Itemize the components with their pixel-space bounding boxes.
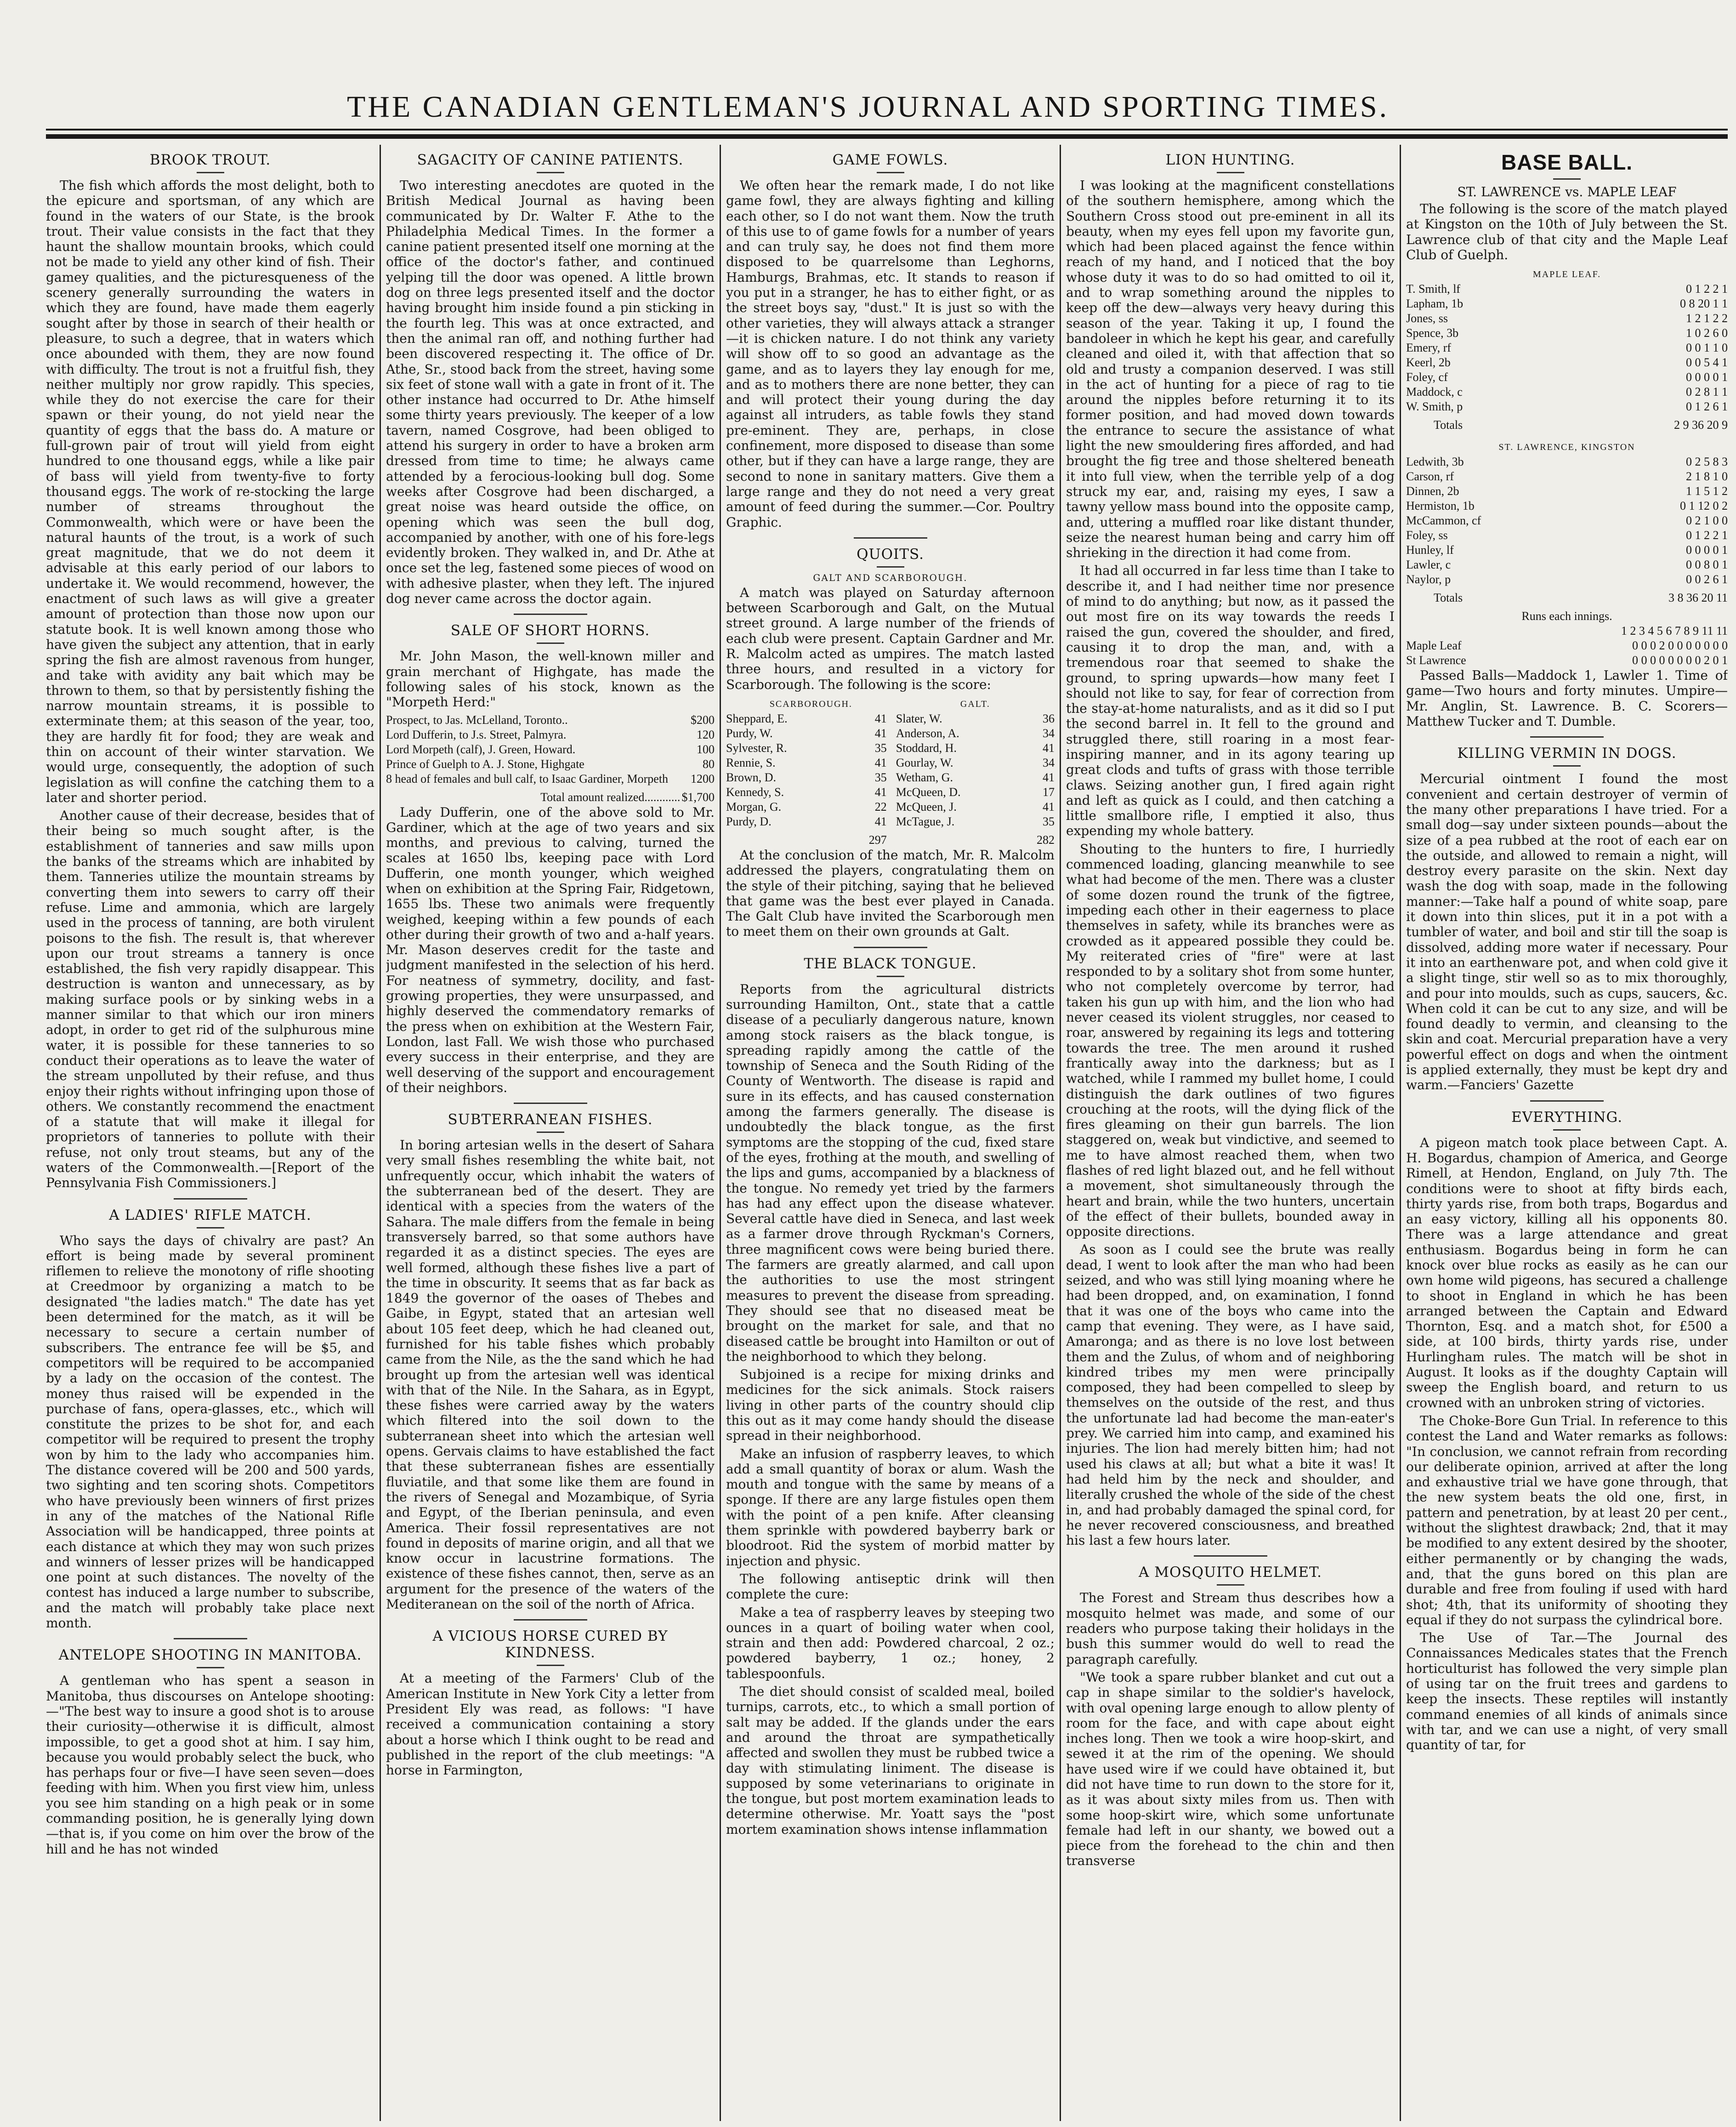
table-header: 1 2 3 4 5 6 7 8 9 11 11 — [1621, 624, 1728, 638]
article-divider — [1194, 1555, 1267, 1557]
total-row: Totals 2 9 36 20 9 — [1434, 418, 1728, 432]
article-title: BASE BALL. — [1501, 150, 1633, 174]
article-divider — [174, 1638, 247, 1639]
table-row: Emery, rf 0 0 1 1 0 — [1406, 341, 1728, 355]
article-paragraph: Subjoined is a recipe for mixing drinks and medicines for the sick animals. Stock raisers living in other parts of the country should clip this out as it may come handy should the disease spread in their neighborhood. — [726, 1367, 1055, 1444]
article-paragraph: It had all occurred in far less time than I take to describe it, and I had neither time nor presence of mind to do anything; but now, as it passed the out most fire on its way towards the reeds I raised the gun, covered the shoulder, and fired, causing it to drop the man, and, with a tremendous roar that seemed to shake the ground, to spring upwards—how many feet I should not like to say, for fear of correction from the stay-at-home naturalists, and as it did so I put the second barrel in. It fell to the ground and struggled there, still roaring in a most fear-inspiring manner, and in its agony tearing up great clods and tufts of grass with those terrible claws. Seizing another gun, I fired again right and left as quick as I could, and then catching a little smallbore rifle, I emptied it also, thus expending my whole battery. — [1066, 563, 1395, 839]
column-3 — [726, 147, 1055, 2123]
table-row: Spence, 3b 1 0 2 6 0 — [1406, 326, 1728, 340]
title-rule — [1553, 765, 1581, 767]
table-row: Brown, D. 35 Wetham, G. 41 — [726, 770, 1055, 784]
article-paragraph: Passed Balls—Maddock 1, Lawler 1. Time of game—Two hours and forty minutes. Umpire—Mr. Anglin, St. Lawrence. B. C. Scorers—Matthew Tucker and T. Dumble. — [1406, 668, 1728, 729]
title-rule — [197, 1227, 224, 1228]
article-subtitle: ST. LAWRENCE vs. MAPLE LEAF — [1457, 184, 1677, 199]
sales-table — [386, 713, 715, 805]
column-divider — [1400, 145, 1401, 2121]
article-divider — [1530, 1100, 1604, 1102]
table-row: W. Smith, p 0 1 2 6 1 — [1406, 400, 1728, 414]
title-rule — [1553, 178, 1581, 180]
article-title: A MOSQUITO HELMET. — [1139, 1564, 1322, 1581]
article-paragraph: The Forest and Stream thus describes how a mosquito helmet was made, and some of our readers who purpose taking their holidays in the bush this summer would do well to read the paragraph carefully. — [1066, 1590, 1395, 1667]
table-row: Dinnen, 2b 1 1 5 1 2 — [1406, 484, 1728, 498]
article-paragraph: Who says the days of chivalry are past? An effort is being made by several prominent riflemen to relieve the monotony of rifle shooting at Creedmoor by organizing a match to be designated "the ladies match." The date has yet been determined for the match, as it will be necessary to secure a certain number of subscribers. The entrance fee will be $5, and competitors will be required to be accompanied by a lady on the occasion of the contest. The money thus raised will be expended in the purchase of fans, opera-glasses, etc., which will constitute the prizes to be shot for, and each competitor will be required to present the trophy won by him to the lady who accompanies him. The distance covered will be 200 and 500 yards, two sighting and ten scoring shots. Competitors who have previously been winners of first prizes in any of the matches of the National Rifle Association will be handicapped, three points at each distance at which they may won such prizes and winners of lesser prizes will be handicapped one point at such distances. The novelty of the contest has induced a large number to subscribe, and the match will probably take place next month. — [46, 1233, 374, 1631]
article-divider — [854, 947, 927, 948]
column-2 — [386, 147, 715, 2123]
table-row: Hermiston, 1b 0 1 12 0 2 — [1406, 499, 1728, 513]
article-title: A VICIOUS HORSE CURED BY KINDNESS. — [432, 1628, 668, 1661]
table-row: Carson, rf 2 1 8 1 0 — [1406, 470, 1728, 483]
article-title: ANTELOPE SHOOTING IN MANITOBA. — [58, 1647, 362, 1664]
article-title: LION HUNTING. — [1165, 152, 1295, 168]
article-divider — [514, 1103, 587, 1104]
article-title: EVERYTHING. — [1511, 1109, 1623, 1126]
table-row: Naylor, p 0 0 2 6 1 — [1406, 573, 1728, 586]
masthead: THE CANADIAN GENTLEMAN'S JOURNAL AND SPORTING TIMES. — [346, 90, 1390, 124]
article-paragraph: We often hear the remark made, I do not like game fowl, they are always fighting and killing each other, so I do not want them. Now the truth of this use to of game fowls for a number of years and can truly say, he does not find them more disposed to be quarrelsome than Leghorns, Hamburgs, Brahmas, etc. It stands to reason if you put in a stranger, he has to either fight, or as the street boys say, "dust." It is just so with the other varieties, they will always attack a stranger—it is chicken nature. I do not think any variety will show off to so good an advantage as the game, and as to layers they lay enough for me, and as to mothers there are none better, they can and will protect their young during the day against all intruders, as table fowls they stand pre-eminent. They are, perhaps, in close confinement, more disposed to disease than some other, but if they can have a large range, they are second to none in sanitary matters. Give them a large range and they do not need a very great amount of feed during the summer.—Cor. Poultry Graphic. — [726, 178, 1055, 530]
article-divider — [854, 537, 927, 539]
title-rule — [877, 172, 904, 173]
title-rule — [1217, 1584, 1244, 1586]
article-paragraph: The diet should consist of scalded meal, boiled turnips, carrots, etc., to which a small portion of salt may be added. If the glands under the ears and around the throat are sympathetically affected and swollen they must be rubbed twice a day with stimulating liniment. The disease is supposed by some veterinarians to originate in the tongue, but post mortem examination leads to determine otherwise. Mr. Yoatt says the "post mortem examination shows intense inflammation — [726, 1684, 1055, 1837]
article-paragraph: Two interesting anecdotes are quoted in the British Medical Journal as having been communicated by Dr. Walter F. Athe to the Philadelphia Medical Times. In the former a canine patient presented itself one morning at the office of the doctor's father, and continued yelping till the door was opened. A little brown dog on three legs presented itself and the doctor having brought him inside found a pin sticking in the fourth leg. This was at once extracted, and then the animal ran off, and nothing further had been discovered respecting it. The office of Dr. Athe, Sr., stood back from the street, having some six feet of stone wall with a gate in front of it. The other instance had occurred to Dr. Athe himself some thirty years previously. The keeper of a low tavern, named Cosgrove, had been obliged to attend his surgery in order to have a broken arm dressed from time to time; he always came attended by a ferocious-looking bull dog. Some weeks after Cosgrove had been discharged, a great noise was heard outside the office, on opening which was seen the bull dog, accompanied by another, with one of his fore-legs evidently broken. They walked in, and Dr. Athe at once set the leg, fastened some pieces of wood on with adhesive plaster, when they left. The injured dog never came across the doctor again. — [386, 178, 715, 607]
column-divider — [720, 145, 721, 2121]
table-row: Jones, ss 1 2 1 2 2 — [1406, 312, 1728, 325]
article-paragraph: The Use of Tar.—The Journal des Connaissances Medicales states that the French horticulturist has followed the very simple plan of using tar on the fruit trees and gardens to keep the insects. These reptiles will instantly command enemies of all kinds of animals since with tar, and we can use a night, of very small quantity of tar, for — [1406, 1630, 1728, 1753]
box-score-maple-leaf — [1406, 265, 1728, 432]
article-paragraph: Mr. John Mason, the well-known miller and grain merchant of Highgate, has made the following sales of his stock, known as the "Morpeth Herd:" — [386, 648, 715, 710]
article-divider — [514, 614, 587, 615]
title-rule — [1553, 1129, 1581, 1131]
table-row: Lawler, c 0 0 8 0 1 — [1406, 558, 1728, 572]
table-row: Lapham, 1b 0 8 20 1 1 — [1406, 297, 1728, 311]
article-title: THE BLACK TONGUE. — [804, 955, 977, 972]
title-rule — [877, 976, 904, 977]
innings-table — [1406, 609, 1728, 668]
table-row: Prince of Guelph to A. J. Stone, Highgate 80 — [386, 757, 715, 771]
article-paragraph: A gentleman who has spent a season in Manitoba, thus discourses on Antelope shooting:—"The best way to insure a good shot is to arouse their curiosity—otherwise it is difficult, almost impossible, to get a good shot at him. I say him, because you would probably select the buck, who has perhaps four or five—I have seen seven—does feeding with him. When you first view him, unless you see him standing on a high peak or in some commanding position, he is generally lying down—that is, if you come on him over the brow of the hill and he has not winded — [46, 1673, 374, 1857]
total-row: 297 282 — [868, 833, 1055, 847]
title-rule — [537, 172, 564, 173]
table-row: Ledwith, 3b 0 2 5 8 3 — [1406, 455, 1728, 469]
article-paragraph: Lady Dufferin, one of the above sold to Mr. Gardiner, which at the age of two years and six months, and previous to calving, turned the scales at 1650 lbs, keeping pace with Lord Dufferin, one month younger, which weighed when on exhibition at the Spring Fair, Ridgetown, 1655 lbs. These two animals were frequently weighed, keeping within a few pounds of each other during their growth of two and a-half years. Mr. Mason deserves credit for the taste and judgment manifested in the selection of his herd. For neatness of symmetry, docility, and fast-growing properties, they were unsurpassed, and highly deserved the commendatory remarks of the press when on exhibition at the Western Fair, London, last Fall. We wish those who purchased every success in their enterprise, and they are well deserving of the support and encouragement of their neighbors. — [386, 804, 715, 1095]
table-row: Lord Dufferin, to J.s. Street, Palmyra. 120 — [386, 728, 715, 741]
article-paragraph: The fish which affords the most delight, both to the epicure and sportsman, of any which are found in the waters of our State, is the brook trout. Their value consists in the fact that they haunt the shallow mountain brooks, which could not be made to yield any other kind of fish. Their gamey qualities, and the picturesqueness of the scenery generally surrounding the waters in which they are found, have made them eagerly sought after by those in search of their health or pleasure, to such a degree, that in waters which once abounded with them, they are now found with difficulty. The trout is not a fruitful fish, they neither multiply nor grow rapidly. This species, while they do not exercise the care for their spawn or their young, do not yield near the quantity of eggs that the bass do. A mature or full-grown pair of trout will yield from eight hundred to one thousand eggs, while a like pair of bass will yield from twenty-five to forty thousand eggs. The work of re-stocking the large number of streams throughout the Commonwealth, which were or have been the natural haunts of the trout, is a work of such great magnitude, that we do not deem it advisable at this early period of our labors to undertake it. We would recommend, however, the enactment of such laws as will give a greater amount of protection than those now upon our statute book. It is well known among those who have given the subject any attention, that in early spring the fish are almost ravenous from hunger, and take with avidity any bait which may be thrown to them, so that by persistently fishing the narrow mountain streams, it is possible to exterminate them; at this season of the year, too, they are hardly fit for food; they are weak and thin on account of their winter starvation. We would urge, consequently, the adoption of such legislation as will confine the catching them to a later and shorter period. — [46, 178, 374, 805]
article-paragraph: Shouting to the hunters to fire, I hurriedly commenced loading, glancing meanwhile to see what had become of the men. There was a cluster of some dozen round the trunk of the figtree, impeding each other in their eagerness to place themselves in safety, while its branches were as crowded as it appeared possible they could be. My reiterated cries of "fire" were at last responded to by a solitary shot from some hunter, who not completely overcome by terror, had taken his gun up with him, and the lion who had never ceased its violent struggles, nor ceased to roar, answered by regaining its legs and tottering towards the tree. The men around it rushed frantically away into the darkness; but as I watched, while I rammed my bullet home, I could distinguish the dark outlines of two figures crouching at the roots, will the dying flick of the fires gleaming on their gun barrels. The lion staggered on, weak but vindictive, and seemed to me to have almost reached them, when two flashes of red light blazed out, and he fell without a movement, shot simultaneously through the heart and brain, while the two hunters, uncertain of the effect of their bullets, bounded away in opposite directions. — [1066, 841, 1395, 1240]
title-rule — [537, 1665, 564, 1666]
article-title: SAGACITY OF CANINE PATIENTS. — [417, 152, 684, 168]
article-paragraph: Mercurial ointment I found the most convenient and certain destroyer of vermin of the many other preparations I have tried. For a small dog—say under sixteen pounds—about the size of a pea rubbed at the root of each ear on the outside, and allowed to remain a night, will destroy every parasite on the skin. Next day wash the dog with soap, made in the following manner:—Take half a pound of white soap, pare it down into thin slices, put it in a pot with a tumbler of water, and boil and stir till the soap is dissolved, adding more water if necessary. Pour it into an earthenware pot, and when cold give it a slight tinge, stir well so as to mix thoroughly, and pour into moulds, such as cups, saucers, &c. When cold it can be cut to any size, and will be found deadly to vermin, and cleansing to the skin and coat. Mercurial preparation have a very powerful effect on dogs and when the ointment is applied externally, they must be kept dry and warm.—Fanciers' Gazette — [1406, 771, 1728, 1093]
table-row: Lord Morpeth (calf), J. Green, Howard. 100 — [386, 742, 715, 756]
table-header: SCARBOROUGH. GALT. — [769, 699, 990, 709]
table-row: Prospect, to Jas. McLelland, Toronto.. $200 — [386, 713, 715, 727]
article-paragraph: At the conclusion of the match, Mr. R. Malcolm addressed the players, congratulating them on the style of their pitching, saying that he believed that game was the best ever played in Canada. The Galt Club have invited the Scarborough men to meet them on their own grounds at Galt. — [726, 847, 1055, 939]
article-paragraph: A match was played on Saturday afternoon between Scarborough and Galt, on the Mutual street ground. A large number of the friends of each club were present. Captain Gardner and Mr. R. Malcolm acted as umpires. The match lasted three hours, and resulted in a victory for Scarborough. The following is the score: — [726, 585, 1055, 692]
table-row: Sheppard, E. 41 Slater, W. 36 — [726, 711, 1055, 725]
table-row: McCammon, cf 0 2 1 0 0 — [1406, 514, 1728, 528]
table-row: Rennie, S. 41 Gourlay, W. 34 — [726, 756, 1055, 769]
title-rule — [197, 1667, 224, 1668]
article-paragraph: A pigeon match took place between Capt. A. H. Bogardus, champion of America, and George Rimell, at Hendon, England, on July 7th. The conditions were to shoot at fifty birds each, thirty yards rise, from both traps, Bogardus and an easy victory, killing all his opponents 80. There was a large attendance and great enthusiasm. Bogardus being in form he can knock over blue rocks as easily as he can our own home wild pigeons, has secured a challenge to shoot in England in which he has been arranged between the Captain and Edward Thornton, Esq. and a match shot, for £500 a side, at 100 birds, thirty yards rise, under Hurlingham rules. The match will be shot in August. It looks as if the doughty Captain will sweep the English board, and return to us crowned with an unbroken string of victories. — [1406, 1135, 1728, 1410]
article-paragraph: Reports from the agricultural districts surrounding Hamilton, Ont., state that a cattle disease of a peculiarly dangerous nature, known among stock raisers as the black tongue, is spreading rapidly among the cattle of the township of Seneca and the South Riding of the County of Wentworth. The disease is rapid and sure in its effects, and has caused consternation among the farmers generally. The disease is undoubtedly the black tongue, as the first symptoms are the stopping of the cud, fixed stare of the eyes, frothing at the mouth, and swelling of the lips and gums, accompanied by a blackness of the tongue. No remedy yet tried by the farmers has had any effect upon the disease whatever. Several cattle have died in Seneca, and last week as a farmer drove through Ryckman's Corners, three magnificent cows were being buried there. The farmers are greatly alarmed, and call upon the authorities to use the most stringent measures to prevent the disease from spreading. They should see that no diseased meat be brought on the market for sale, and that no diseased cattle be brought into Hamilton or out of the neighborhood to which they belong. — [726, 981, 1055, 1364]
title-rule — [537, 1132, 564, 1133]
article-subtitle: GALT AND SCARBOROUGH. — [813, 572, 968, 583]
article-paragraph: At a meeting of the Farmers' Club of the American Institute in New York City a letter from President Ely was read, as follows: "I have received a communication containing a story about a horse which I think ought to be read and published in the report of the club meetings: "A horse in Farmington, — [386, 1671, 715, 1778]
article-paragraph: The Choke-Bore Gun Trial. In reference to this contest the Land and Water remarks as follows: "In conclusion, we cannot refrain from recording our deliberate opinion, arrived at after the long and exhaustive trial we have gone through, that the new system beats the old one, first, in pattern and penetration, by at least 20 per cent., without the slightest drawback; 2nd, that it may be modified to any extent desired by the shooter, either permanently or by changing the wads, and, that the guns bored on this plan are durable and free from fouling if used with hard shot; 4th, that its uniformity of shooting they equal if they do not surpass the cylindrical bore. — [1406, 1413, 1728, 1627]
title-rule — [197, 172, 224, 173]
total-row: Totals 3 8 36 20 11 — [1434, 591, 1728, 605]
article-title: SUBTERRANEAN FISHES. — [448, 1111, 653, 1128]
column-1 — [46, 147, 374, 2123]
masthead-rule — [46, 129, 1728, 131]
article-paragraph: Another cause of their decrease, besides that of their being so much sought after, is the establishment of tanneries and saw mills upon the banks of the streams which are inhabited by them. Tanneries utilize the mountain streams by converting them into sewers to carry off their refuse. Lime and ammonia, which are largely used in the process of tanning, are both virulent poisons to the fish. The result is, that wherever upon our trout streams a tannery is once established, the fish very rapidly disappear. This destruction is wanton and unnecessary, as by making surface pools or by sinking webs in a manner similar to that which our iron miners adopt, in order to get rid of the sulphurous mine water, it is possible for these tanneries to so conduct their operations as to leave the water of the stream unpolluted by their refuse, and thus enjoy their rights without infringing upon those of others. We constantly recommend the enactment of a statute that will make it illegal for proprietors of tanneries to pollute with their refuse, not only trout steams, but any of the waters of the Commonwealth.—[Report of the Pennsylvania Fish Commissioners.] — [46, 808, 374, 1191]
article-paragraph: I was looking at the magnificent constellations of the southern hemisphere, among which the Southern Cross stood out pre-eminent in all its beauty, when my eyes fell upon my favorite gun, which had been placed against the fence within reach of my hand, and I noticed that the boy whose duty it was to do so had omitted to oil it, and to wrap something around the nipples to keep off the dew—always very heavy during this season of the year. Taking it up, I found the bandoleer in which he kept his gear, and carefully cleaned and oiled it, with that affection that so old and trusty a companion deserved. I was still in the act of hunting for a piece of rag to tie around the nipples before returning it to its former position, and had moved down towards the entrance to secure the assistance of what light the new smouldering fires afforded, and had brought the fig tree and those sheltered beneath it into full view, when the terrible yelp of a dog struck my ear, and, raising my eyes, I saw a tawny yellow mass bound into the opposite camp, and, uttering a muffled roar like distant thunder, seize the nearest human being and carry him off shrieking in the direction it had come from. — [1066, 178, 1395, 561]
table-row: 8 head of females and bull calf, to Isaac Gardiner, Morpeth 1200 — [386, 772, 715, 785]
table-row: Maple Leaf 0 0 0 2 0 0 0 0 0 0 0 — [1406, 639, 1728, 653]
table-row: Maddock, c 0 2 8 1 1 — [1406, 385, 1728, 399]
total-row: Total amount realized............ $1,700 — [540, 790, 715, 804]
title-rule — [537, 643, 564, 644]
article-paragraph: As soon as I could see the brute was really dead, I went to look after the man who had been seized, and who was still lying moaning where he had been dropped, and, on examination, I fonnd that it was one of the boys who came into the camp that evening. They were, as I have said, Amaronga; and as there is no love lost between them and the Zulus, of whom and of neighboring kindred tribes my men were principally composed, they had been compelled to sleep by themselves on the outside of the rest, and thus the unfortunate lad had become the man-eater's prey. We carried him into camp, and examined his injuries. The lion had merely bitten him; had not used his claws at all; but what a bite it was! It had held him by the neck and shoulder, and literally crushed the whole of the side of the chest in, and had probably damaged the spinal cord, for he never recovered consciousness, and breathed his last a few hours later. — [1066, 1242, 1395, 1548]
column-divider — [1060, 145, 1061, 2121]
column-divider — [380, 145, 381, 2121]
table-row: Morgan, G. 22 McQueen, J. 41 — [726, 800, 1055, 813]
article-paragraph: The following antiseptic drink will then complete the cure: — [726, 1571, 1055, 1602]
article-paragraph: Make an infusion of raspberry leaves, to which add a small quantity of borax or alum. Wash the mouth and tongue with the same by means of a sponge. If there are any large fistules open them with the point of a pen knife. After cleansing them sprinkle with powdered bayberry bark or bloodroot. Rid the system of morbid matter by injection and physic. — [726, 1446, 1055, 1569]
table-row: Sylvester, R. 35 Stoddard, H. 41 — [726, 741, 1055, 755]
article-paragraph: In boring artesian wells in the desert of Sahara very small fishes resembling the white bait, not unfrequently occur, which inhabit the waters of the subterranean bed of the desert. They are identical with a species from the waters of the Sahara. The male differs from the female in being transversely barred, so that some authors have regarded it as a distinct species. The eyes are well formed, although these fishes live a part of the time in obscurity. It seems that as far back as 1849 the governor of the oases of Thebes and Gaibe, in Egypt, stated that an artesian well about 105 feet deep, which he had cleaned out, furnished for his table fishes which probably came from the Nile, as the the sand which he had brought up from the artesian well was identical with that of the Nile. In the Sahara, as in Egypt, these fishes were carried away by the waters which filtered into the soil down to the subterranean sheet into which the artesian well opens. Gervais claims to have established the fact that these subterranean fishes are essentially fluviatile, and that some like them are found in the rivers of Senegal and Mozambique, of Syria and Egypt, of the Iberian peninsula, and even America. Their fossil representatives are not found in deposits of marine origin, and all that we know occur in lacustrine formations. The existence of these fishes cannot, then, serve as an argument for the presence of the waters of the Mediteranean on the soil of the north of Africa. — [386, 1137, 715, 1612]
article-paragraph: Make a tea of raspberry leaves by steeping two ounces in a quart of boiling water when cool, strain and then add: Powdered charcoal, 2 oz.; powdered bayberry, 1 oz.; honey, 2 tablespoonfuls. — [726, 1604, 1055, 1681]
article-divider — [514, 1619, 587, 1621]
table-row: Foley, ss 0 1 2 2 1 — [1406, 529, 1728, 542]
article-title: BROOK TROUT. — [149, 152, 271, 168]
masthead-rule-heavy — [46, 134, 1728, 139]
table-row: Keerl, 2b 0 0 5 4 1 — [1406, 356, 1728, 370]
table-row: Purdy, D. 41 McTague, J. 35 — [726, 814, 1055, 828]
column-5 — [1406, 147, 1728, 2123]
table-row: St Lawrence 0 0 0 0 0 0 0 0 2 0 1 — [1406, 654, 1728, 667]
article-divider — [174, 1198, 247, 1200]
article-title: QUOITS. — [857, 546, 924, 563]
table-header: MAPLE LEAF. — [1532, 269, 1601, 280]
table-row: T. Smith, lf 0 1 2 2 1 — [1406, 282, 1728, 296]
article-paragraph: The following is the score of the match played at Kingston on the 10th of July between the St. Lawrence club of that city and the Maple Leaf Club of Guelph. — [1406, 201, 1728, 262]
article-title: A LADIES' RIFLE MATCH. — [109, 1206, 312, 1223]
table-row: Hunley, lf 0 0 0 0 1 — [1406, 543, 1728, 557]
title-rule — [1217, 172, 1244, 173]
column-4 — [1066, 147, 1395, 2123]
article-paragraph: "We took a spare rubber blanket and cut out a cap in shape similar to the soldier's havelock, with oval opening large enough to allow plenty of room for the face, and with cape about eight inches long. Then we took a wire hoop-skirt, and sewed it at the rim of the opening. We should have used wire if we could have obtained it, but did not have time to run down to the store for it, as it was about sixty miles from us. Then with some hoop-skirt wire, which some unfortunate female had left in our shanty, we bowed out a piece from the forehead to the chin and then transverse — [1066, 1669, 1395, 1869]
table-row: Foley, cf 0 0 0 0 1 — [1406, 370, 1728, 384]
article-divider — [1530, 736, 1604, 738]
title-rule — [877, 566, 904, 568]
table-header: ST. LAWRENCE, KINGSTON — [1498, 442, 1635, 453]
box-score-st-lawrence — [1406, 438, 1728, 605]
table-row: Kennedy, S. 41 McQueen, D. 17 — [726, 785, 1055, 799]
article-title: GAME FOWLS. — [832, 152, 948, 168]
table-header: Runs each innings. — [1521, 609, 1612, 623]
table-row: Purdy, W. 41 Anderson, A. 34 — [726, 726, 1055, 740]
article-title: KILLING VERMIN IN DOGS. — [1457, 745, 1677, 762]
score-table — [726, 695, 1055, 847]
article-title: SALE OF SHORT HORNS. — [450, 622, 650, 639]
